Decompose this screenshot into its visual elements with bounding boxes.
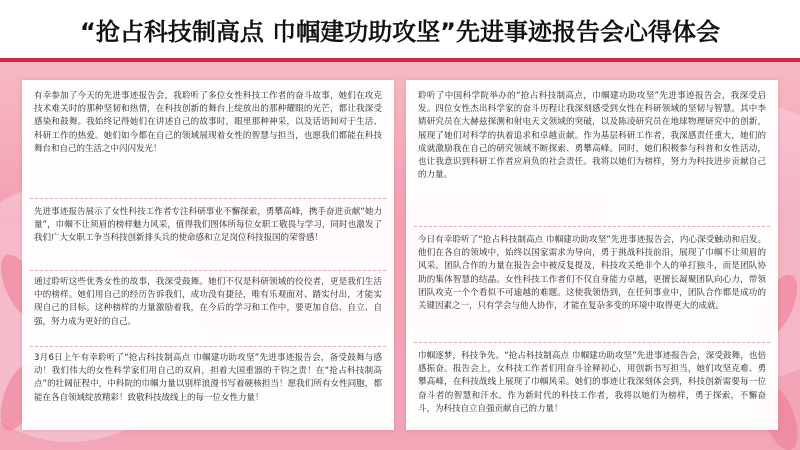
left-paragraph-2: 先进事迹报告展示了女性科技工作者专注科研事业不懈探索，勇攀高峰，携手奋进贡献“她力量”，巾帼不让须眉的榜样魅力风采，值得我们图体所每位女职工敬畏与学习，同时也激发了我们广大女职工争当科技创新排头兵的使命感和立足岗位科技报国的荣誉感！ [34, 207, 382, 244]
paragraph-divider [414, 342, 770, 344]
left-paragraph-3: 通过聆听这些优秀女性的故事，我深受鼓舞。她们不仅是科研领域的佼佼者，更是我们生活中的榜样。她们用自己的经历告诉我们，成功没有捷径，唯有乐观面对、踏实付出，才能实现自己的目标。这种榜样的力量激励着我，在今后的学习和工作中，要更加自信、自立、自强，努力成为更好的自己。 [34, 277, 382, 327]
right-paragraph-2: 今日有幸聆听了“抢占科技制高点 巾帼建功助攻坚”先进事迹报告会，内心深受触动和启发。他们在各自的领域中，始终以国家需求为导向，勇于挑战科技前沿，展现了巾帼不让须眉的风采。团队合作的力量在报告会中被反复提及，科技攻关绝非个人的单打独斗，而是团队协助的集体智慧的结晶。女性科技工作者们不仅自身能力卓越，更擅长凝聚团队向心力，带领团队攻克一个个看似不可逾越的难题。这使我领悟到，在任何事业中，团队合作都是成功的关键因素之一，只有学会与他人协作，才能在复杂多变的环境中取得更大的成就。 [418, 235, 766, 312]
paragraph-divider [30, 346, 386, 348]
left-paragraph-1: 有幸参加了今天的先进事迹报告会，我聆听了多位女性科技工作者的奋斗故事，她们在攻克技术难关时的那种坚韧和热情，在科技创新的舞台上绽放出的那种耀眼的光芒，都让我深受感染和鼓舞。我始终记得她们在讲述自己的故事时，眼里那种神采，以及话语间对于生活、科研工作的热爱。她们如今都在自己的领域展现着女性的智慧与担当，也愿我们都能在科技舞台和自己的生活之中闪闪发光！ [34, 91, 382, 154]
page-title: “抢占科技制高点 巾帼建功助攻坚”先进事迹报告会心得体会 [80, 17, 720, 46]
paragraph-divider [414, 226, 770, 228]
left-paragraph-4: 3月6日上午有幸聆听了“抢占科技制高点 巾帼建功助攻坚”先进事迹报告会，备受鼓舞与感动！我们伟大的女性科学家们用自己的双肩，担着大国重器的千钧之责！在“抢占科技制高点”的壮阔征程中，中科院的巾帼力量以别样浪漫书写着硬核担当！愿我们所有女性同胞，都能在各自领域绽放精彩！致敬科技战线上的每一位女性力量！ [34, 353, 382, 403]
paragraph-divider [30, 198, 386, 200]
left-text-panel [22, 80, 394, 430]
paragraph-divider [30, 270, 386, 272]
right-paragraph-3: 巾帼逐梦，科技争先。“抢占科技制高点 巾帼建功助攻坚”先进事迹报告会，深受鼓舞，也倍感振奋。报告会上，女科技工作者们用奋斗诠释初心，用创新书写担当，她们攻坚克难、勇攀高峰，在科技战线上展现了巾帼风采。她们的事迹让我深刻体会到，科技创新需要每一位奋斗者的智慧和汗水。作为新时代的科技工作者，我将以她们为榜样，勇于探索，不懈奋斗，为科技自立自强贡献自己的力量！ [418, 351, 766, 414]
right-text-panel [406, 80, 778, 430]
right-paragraph-1: 聆听了中国科学院举办的“抢占科技制高点，巾帼建功助攻坚”先进事迹报告会，我深受启发。四位女性杰出科学家的奋斗历程让我深刻感受到女性在科研领域的坚韧与智慧。其中李婧研究员在大赫兹探测和射电天文领域的突破，以及陈凌研究员在地球物理研究中的创新，展现了她们对科学的执着追求和卓越贡献。作为基层科研工作者，我深感责任重大，她们的成就激励我在自己的研究领域不断探索、勇攀高峰。同时，她们积极参与科普和女性活动，也让我意识到科研工作者应肩负的社会责任。我将以她们为榜样，努力为科技进步贡献自己的力量。 [418, 91, 766, 181]
